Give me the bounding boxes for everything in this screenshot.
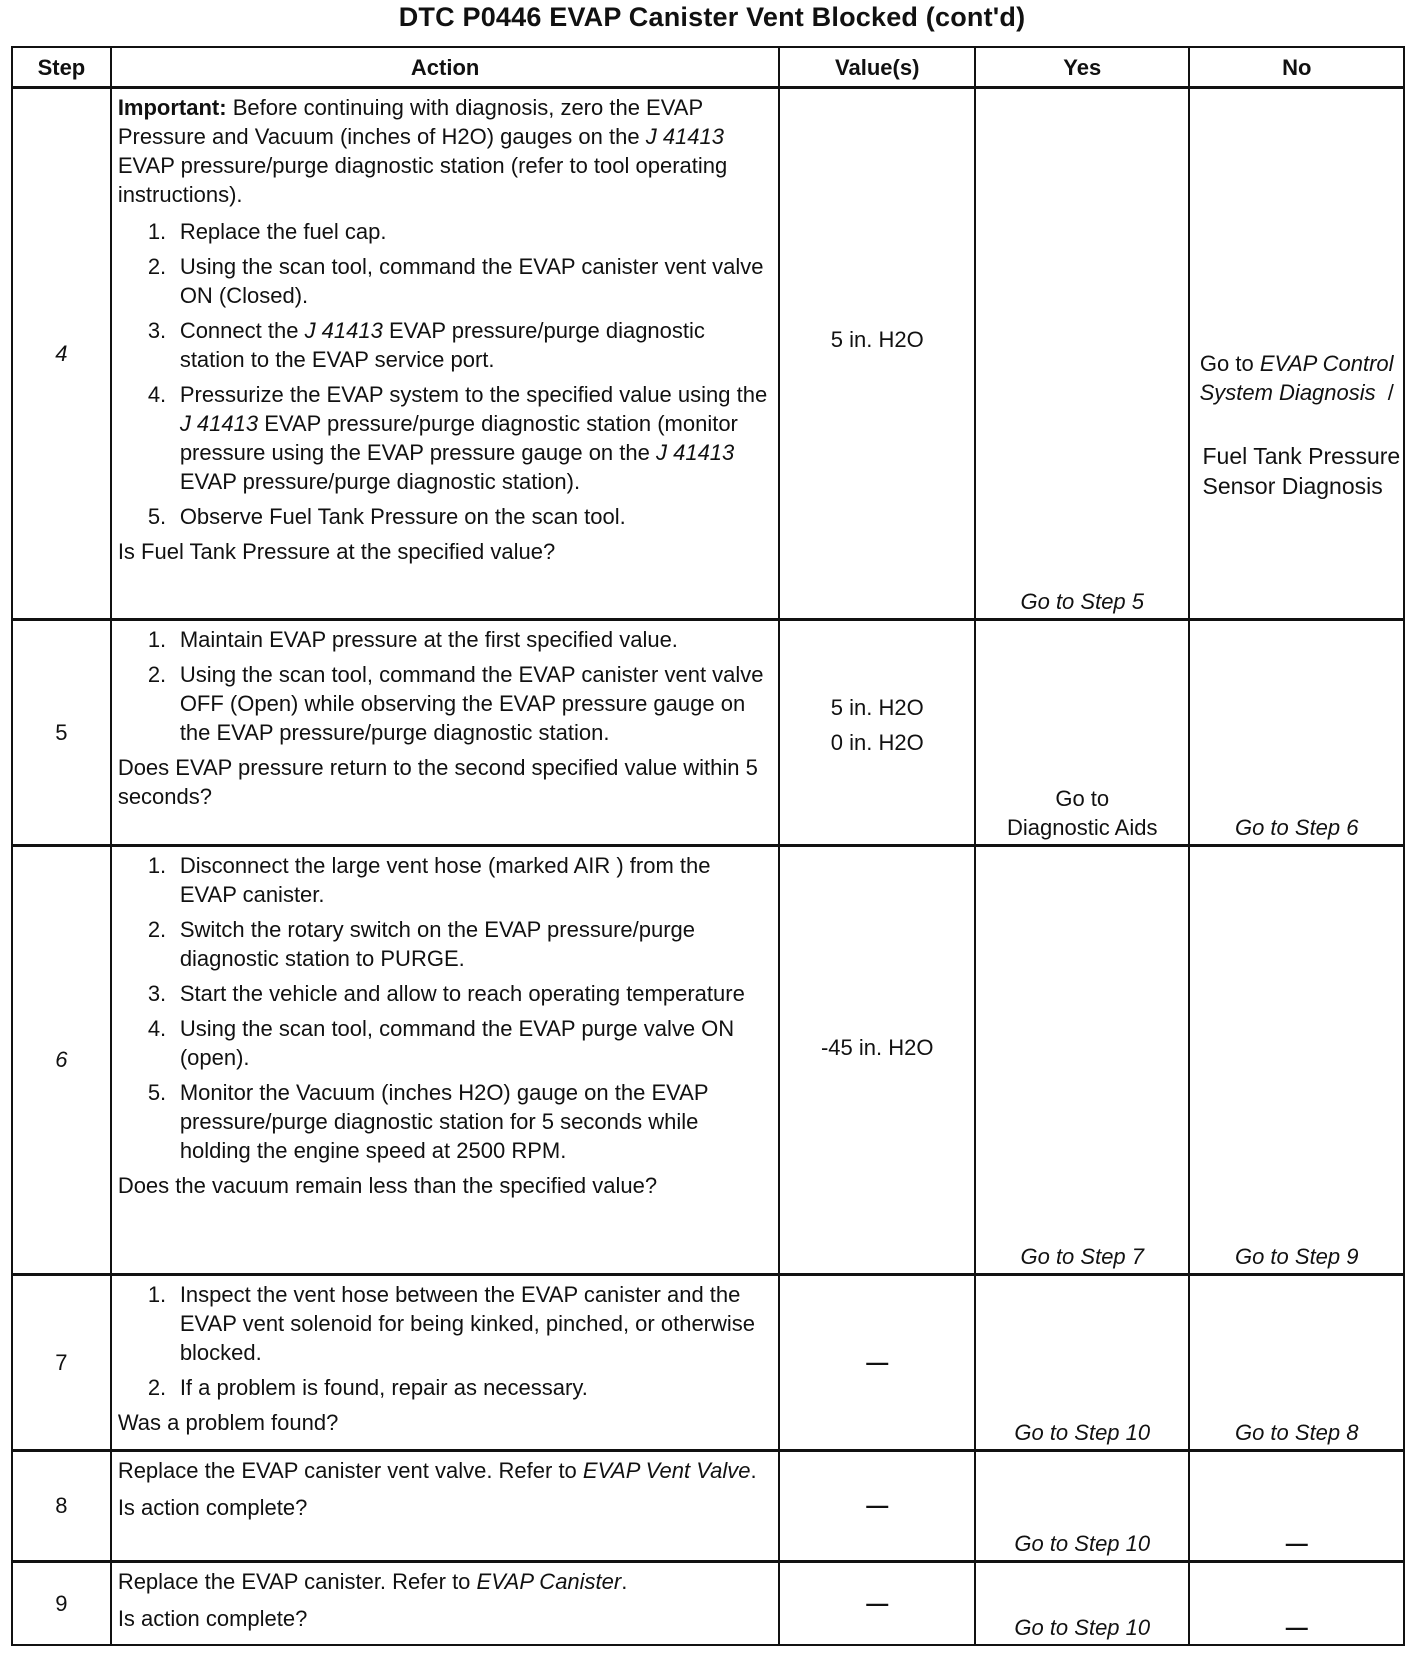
fuel-tank-pressure-sensor-note: Fuel Tank Pressure Sensor Diagnosis <box>1202 443 1401 499</box>
no-link[interactable]: Go to Step 9 <box>1234 1243 1359 1269</box>
specified-value-second: 0 in. H2O <box>830 729 924 755</box>
table-row-step-9 <box>12 1561 1404 1645</box>
evap-canister-link[interactable]: EVAP Canister <box>476 1568 622 1594</box>
step-number: 8 <box>55 1493 68 1519</box>
question-text: Was a problem found? <box>117 1409 339 1435</box>
no-link[interactable]: Go to Step 8 <box>1234 1419 1359 1445</box>
step-number: 9 <box>55 1590 68 1616</box>
action-steps-list <box>118 625 773 747</box>
specified-value: — <box>866 1493 889 1519</box>
step-cell <box>12 1450 111 1561</box>
no-cell <box>1189 1274 1404 1450</box>
value-cell <box>779 845 975 1274</box>
tool-reference: J 41413 <box>179 411 259 436</box>
list-item: 2. If a problem is found, repair as necessary. <box>147 1374 588 1400</box>
table-row-step-8 <box>12 1450 1404 1561</box>
action-cell <box>111 1274 780 1450</box>
question-text: Is action complete? <box>117 1494 308 1520</box>
yes-cell <box>975 1274 1189 1450</box>
value-cell <box>779 1561 975 1645</box>
important-label: Important: <box>117 95 227 120</box>
question-text: Does EVAP pressure return to the second specified value within 5 seconds? <box>117 754 758 809</box>
list-item: 5. Observe Fuel Tank Pressure on the scan tool. <box>147 504 626 529</box>
step-number: 4 <box>55 340 68 366</box>
list-item: 2. Using the scan tool, command the EVAP canister vent valve OFF (Open) while observing the EVAP pressure gauge on the EVAP pressure/purge diagnostic station. <box>147 661 764 745</box>
no-value: — <box>1285 1530 1308 1556</box>
document-title: DTC P0446 EVAP Canister Vent Blocked (cont'd) <box>398 2 1026 32</box>
tool-reference: J 41413 <box>655 440 735 465</box>
action-cell <box>111 1561 780 1645</box>
no-cell <box>1189 845 1404 1274</box>
column-header-step: Step <box>12 47 111 88</box>
column-header-no: No <box>1189 47 1404 88</box>
step-number: 5 <box>55 719 68 745</box>
list-item: 3. Start the vehicle and allow to reach operating temperature <box>147 980 745 1006</box>
table-row-step-4 <box>12 88 1404 620</box>
list-item: 3. Connect the J 41413 EVAP pressure/purge diagnostic station to the EVAP service port. <box>147 318 705 372</box>
yes-link[interactable]: Go to Step 7 <box>1020 1243 1145 1269</box>
list-item: 2. Switch the rotary switch on the EVAP pressure/purge diagnostic station to PURGE. <box>147 916 696 971</box>
slash-separator: / <box>1387 380 1394 405</box>
no-cell <box>1189 619 1404 845</box>
yes-cell <box>975 845 1189 1274</box>
yes-cell <box>975 1561 1189 1645</box>
action-text: Replace the EVAP canister. Refer to EVAP Canister. <box>117 1568 628 1594</box>
no-instruction: Go to EVAP Control System Diagnosis / <box>1199 351 1394 405</box>
yes-link[interactable]: Go to Step 5 <box>1020 588 1145 614</box>
column-header-values: Value(s) <box>779 47 975 88</box>
no-cell <box>1189 88 1404 620</box>
table-row-step-6 <box>12 845 1404 1274</box>
step-cell <box>12 845 111 1274</box>
tool-reference: J 41413 <box>645 124 724 149</box>
list-item: 1. Disconnect the large vent hose (marked AIR ) from the EVAP canister. <box>147 852 711 907</box>
step-cell <box>12 619 111 845</box>
value-cell <box>779 1274 975 1450</box>
list-item: 1. Replace the fuel cap. <box>147 219 387 244</box>
action-text: Replace the EVAP canister vent valve. Refer to EVAP Vent Valve. <box>117 1457 757 1483</box>
action-steps-list <box>118 217 773 531</box>
list-item: 1. Maintain EVAP pressure at the first specified value. <box>147 626 678 652</box>
step-number: 7 <box>55 1349 68 1375</box>
list-item: 2. Using the scan tool, command the EVAP canister vent valve ON (Closed). <box>147 254 764 308</box>
table-row-step-7 <box>12 1274 1404 1450</box>
no-cell <box>1189 1561 1404 1645</box>
value-cell <box>779 619 975 845</box>
action-cell <box>111 619 780 845</box>
table-header-row <box>12 47 1404 88</box>
value-cell <box>779 88 975 620</box>
tool-reference: J 41413 <box>304 318 383 343</box>
list-item: 4. Using the scan tool, command the EVAP purge valve ON (open). <box>147 1015 735 1070</box>
question-text: Does the vacuum remain less than the specified value? <box>117 1172 658 1198</box>
specified-value: — <box>866 1349 889 1375</box>
value-cell <box>779 1450 975 1561</box>
diagnostic-table <box>11 46 1405 1646</box>
yes-cell <box>975 1450 1189 1561</box>
step-cell <box>12 88 111 620</box>
step-cell <box>12 1274 111 1450</box>
important-note: Important: Before continuing with diagnosis, zero the EVAP Pressure and Vacuum (inches of H2O) gauges on the J 41413 EVAP pressure/purge diagnostic station (refer to tool operating instructions). <box>117 95 728 207</box>
action-cell <box>111 1450 780 1561</box>
action-steps-list <box>118 1280 773 1402</box>
diagnostic-aids-link[interactable]: Go to Diagnostic Aids <box>1007 785 1158 840</box>
specified-value-first: 5 in. H2O <box>830 694 924 720</box>
question-text: Is action complete? <box>117 1605 308 1631</box>
specified-value: — <box>866 1590 889 1616</box>
table-row-step-5 <box>12 619 1404 845</box>
action-steps-list <box>118 851 773 1165</box>
yes-cell <box>975 619 1189 845</box>
list-item: 1. Inspect the vent hose between the EVAP canister and the EVAP vent solenoid for being kinked, pinched, or otherwise blocked. <box>147 1281 756 1365</box>
no-link[interactable]: Go to Step 6 <box>1234 814 1359 840</box>
yes-link[interactable]: Go to Step 10 <box>1014 1615 1151 1640</box>
yes-cell <box>975 88 1189 620</box>
yes-link[interactable]: Go to Step 10 <box>1014 1419 1151 1445</box>
specified-value: 5 in. H2O <box>830 327 924 352</box>
yes-link[interactable]: Go to Step 10 <box>1014 1530 1151 1556</box>
question-text: Is Fuel Tank Pressure at the specified value? <box>117 539 556 564</box>
evap-vent-valve-link[interactable]: EVAP Vent Valve <box>582 1457 751 1483</box>
no-cell <box>1189 1450 1404 1561</box>
list-item: 5. Monitor the Vacuum (inches H2O) gauge on the EVAP pressure/purge diagnostic station for 5 seconds while holding the engine speed at 2500 RPM. <box>147 1079 709 1163</box>
step-number: 6 <box>55 1047 68 1073</box>
evap-control-system-diagnosis-link[interactable]: EVAP Control System Diagnosis <box>1199 351 1394 405</box>
column-header-yes: Yes <box>975 47 1189 88</box>
list-item: 4. Pressurize the EVAP system to the specified value using the J 41413 EVAP pressure/purge diagnostic station (monitor pressure using the EVAP pressure gauge on the J 41413 EVAP pressure/purge diagnostic station). <box>147 382 768 494</box>
column-header-action: Action <box>111 47 780 88</box>
action-cell <box>111 88 780 620</box>
step-cell <box>12 1561 111 1645</box>
specified-value: -45 in. H2O <box>820 1034 934 1060</box>
no-value: — <box>1285 1615 1308 1640</box>
action-cell <box>111 845 780 1274</box>
